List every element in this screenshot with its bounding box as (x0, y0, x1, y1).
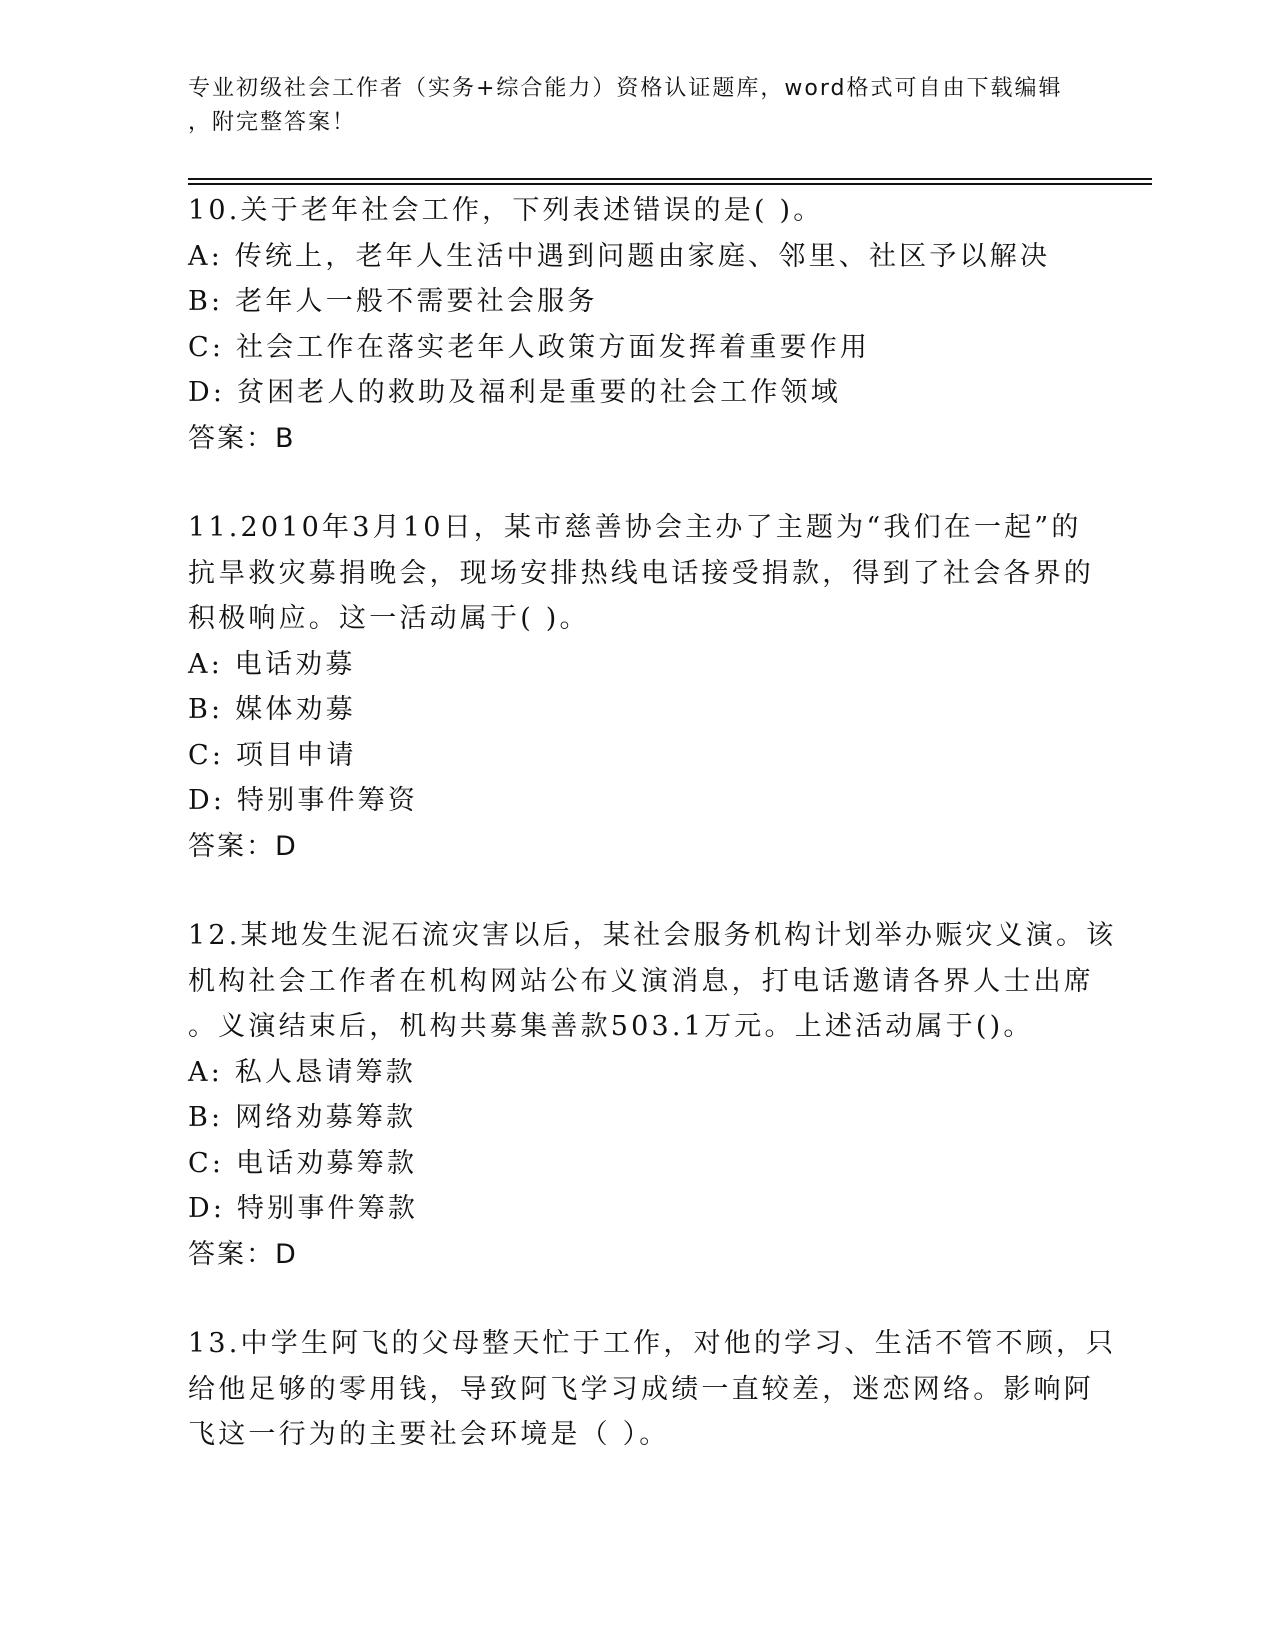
header-line: ，附完整答案！ (188, 110, 357, 135)
option-d: D: 特别事件筹资 (188, 785, 419, 816)
option-a: A: 传统上，老年人生活中遇到问题由家庭、邻里、社区予以解决 (188, 240, 1051, 272)
question-text: 积极响应。这一活动属于( )。 (188, 603, 590, 634)
option-c: C: 社会工作在落实老年人政策方面发挥着重要作用 (188, 331, 871, 363)
question-text: 。义演结束后，机构共募集善款503.1万元。上述活动属于()。 (188, 1011, 1034, 1042)
header-line: 专业初级社会工作者（实务+综合能力）资格认证题库，word格式可自由下载编辑 (188, 76, 1063, 101)
option-b: B: 网络劝募筹款 (188, 1102, 417, 1133)
question-text: 给他足够的零用钱，导致阿飞学习成绩一直较差，迷恋网络。影响阿 (188, 1373, 1094, 1405)
question-text: 13.中学生阿飞的父母整天忙于工作，对他的学习、生活不管不顾，只 (188, 1328, 1117, 1359)
option-c: C: 电话劝募筹款 (188, 1147, 418, 1179)
option-b: B: 媒体劝募 (188, 694, 356, 725)
question-10 (188, 188, 1088, 461)
option-d: D: 特别事件筹款 (188, 1193, 419, 1224)
question-text: 飞这一行为的主要社会环境是（ ）。 (188, 1419, 670, 1450)
question-text: 10.关于老年社会工作，下列表述错误的是( )。 (188, 195, 824, 226)
question-text: 11.2010年3月10日，某市慈善协会主办了主题为“我们在一起”的 (188, 512, 1082, 543)
question-text: 抗旱救灾募捐晚会，现场安排热线电话接受捐款，得到了社会各界的 (188, 557, 1094, 589)
question-11 (188, 505, 1094, 869)
question-12 (188, 913, 1117, 1277)
question-list (188, 188, 1117, 1502)
option-b: B: 老年人一般不需要社会服务 (188, 286, 598, 317)
question-13 (188, 1321, 1117, 1458)
answer: 答案：D (188, 1238, 298, 1270)
header-divider (188, 183, 1152, 185)
question-text: 12.某地发生泥石流灾害以后，某社会服务机构计划举办赈灾义演。该 (188, 920, 1117, 951)
document-header (188, 72, 1088, 140)
header-divider (188, 178, 1152, 180)
option-a: A: 私人恳请筹款 (188, 1056, 416, 1088)
answer: 答案：D (188, 830, 298, 862)
option-c: C: 项目申请 (188, 739, 357, 771)
question-text: 机构社会工作者在机构网站公布义演消息，打电话邀请各界人士出席 (188, 965, 1094, 997)
option-a: A: 电话劝募 (188, 648, 356, 680)
answer: 答案：B (188, 422, 296, 454)
option-d: D: 贫困老人的救助及福利是重要的社会工作领域 (188, 377, 841, 408)
